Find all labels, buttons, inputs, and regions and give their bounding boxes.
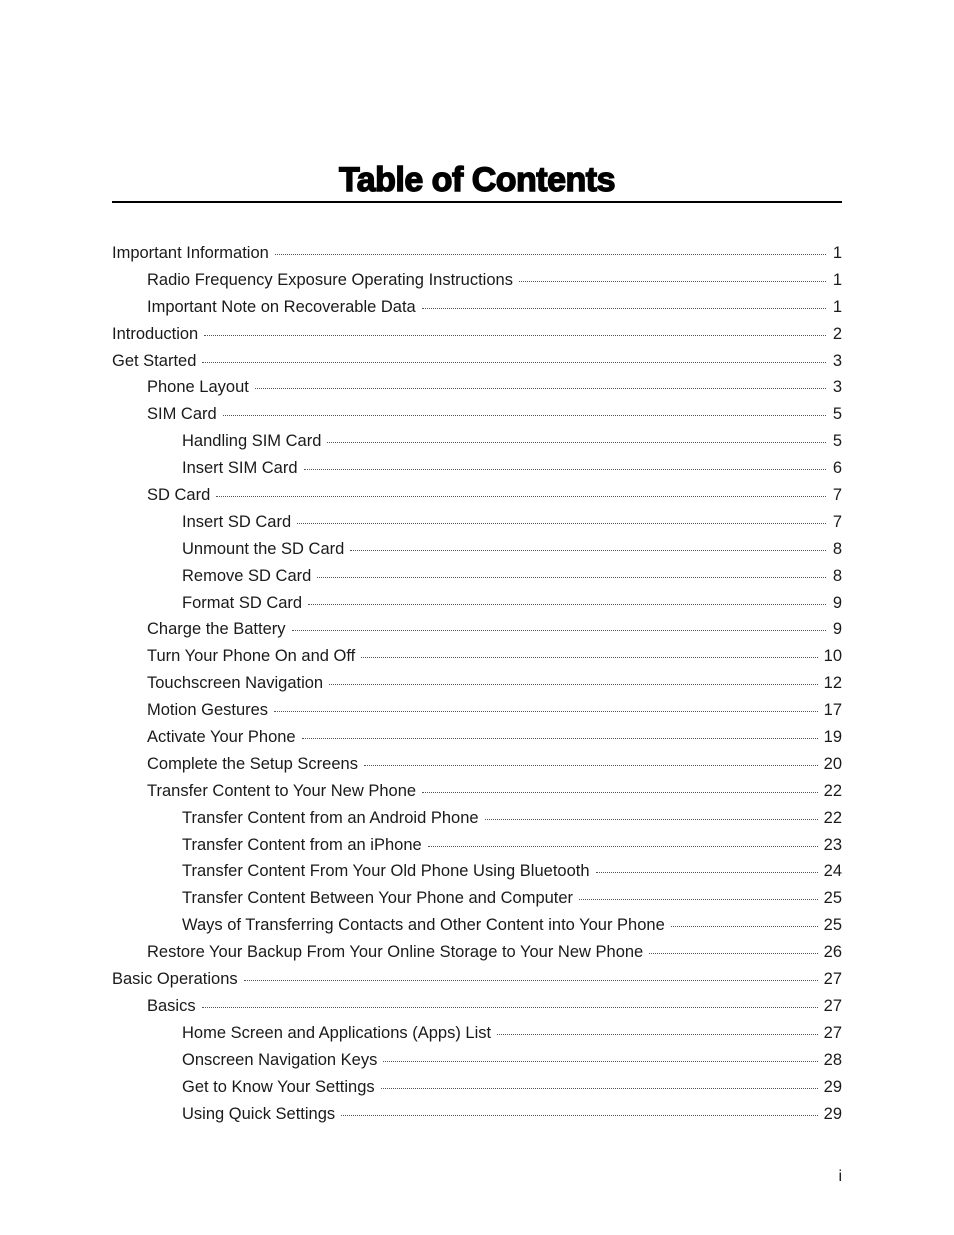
toc-entry-page: 1 [832,297,842,316]
toc-entry-label: Remove SD Card [182,566,312,585]
toc-list [112,240,842,1127]
dot-leader [671,926,818,927]
toc-entry-page: 27 [823,970,842,989]
toc-entry-label: Handling SIM Card [182,432,322,451]
toc-entry-label: Get to Know Your Settings [182,1077,375,1096]
toc-entry-label: Complete the Setup Screens [147,754,358,773]
toc-entry-page: 3 [832,351,842,370]
toc-entry[interactable] [112,670,842,697]
toc-entry[interactable] [112,832,842,859]
dot-leader [497,1034,818,1035]
toc-entry-label: Using Quick Settings [182,1104,336,1123]
dot-leader [422,308,826,309]
dot-leader [596,872,818,873]
dot-leader [297,523,826,524]
toc-entry[interactable] [112,267,842,294]
toc-entry-page: 22 [823,808,842,827]
dot-leader [364,765,818,766]
toc-entry[interactable] [112,697,842,724]
toc-entry-label: Motion Gestures [147,701,269,720]
dot-leader [341,1115,817,1116]
toc-entry-label: Basic Operations [112,970,238,989]
dot-leader [302,738,818,739]
dot-leader [422,792,818,793]
toc-entry-page: 9 [832,593,842,612]
toc-entry-label: Insert SIM Card [182,459,298,478]
toc-entry[interactable] [112,482,842,509]
toc-entry-page: 10 [823,647,842,666]
dot-leader [381,1088,818,1089]
toc-entry-page: 23 [823,835,842,854]
toc-entry-page: 27 [823,996,842,1015]
toc-entry-page: 20 [823,754,842,773]
toc-entry[interactable] [112,885,842,912]
toc-entry-label: Format SD Card [182,593,303,612]
toc-entry[interactable] [112,939,842,966]
toc-entry[interactable] [112,348,842,375]
toc-entry-label: Transfer Content from an iPhone [182,835,422,854]
toc-entry-page: 7 [832,486,842,505]
toc-entry-label: Important Information [112,244,269,262]
toc-entry-page: 2 [832,324,842,343]
page-number: i [838,1168,842,1185]
dot-leader [350,550,826,551]
toc-entry-page: 3 [832,378,842,397]
dot-leader [579,899,818,900]
toc-entry-label: SIM Card [147,405,217,424]
toc-entry[interactable] [112,536,842,563]
toc-entry[interactable] [112,321,842,348]
toc-entry[interactable] [112,374,842,401]
toc-entry-label: Transfer Content From Your Old Phone Using Bluetooth [182,862,590,881]
toc-entry[interactable] [112,1047,842,1074]
toc-entry-page: 5 [832,405,842,424]
toc-entry-page: 24 [823,862,842,881]
toc-entry-page: 9 [832,620,842,639]
dot-leader [361,657,817,658]
toc-entry[interactable] [112,724,842,751]
dot-leader [327,442,826,443]
dot-leader [649,953,817,954]
toc-entry[interactable] [112,590,842,617]
toc-entry[interactable] [112,1101,842,1128]
toc-entry-page: 8 [832,566,842,585]
toc-entry-page: 29 [823,1077,842,1096]
toc-entry-page: 1 [832,244,842,262]
toc-entry-label: Phone Layout [147,378,249,397]
toc-entry-label: Important Note on Recoverable Data [147,297,416,316]
toc-entry[interactable] [112,294,842,321]
dot-leader [383,1061,817,1062]
dot-leader [275,254,826,255]
toc-entry-label: Unmount the SD Card [182,539,345,558]
dot-leader [428,846,818,847]
dot-leader [216,496,826,497]
toc-entry-label: Ways of Transferring Contacts and Other Content into Your Phone [182,916,665,935]
toc-entry-label: Radio Frequency Exposure Operating Instructions [147,270,513,289]
dot-leader [308,604,826,605]
toc-entry-label: Activate Your Phone [147,728,296,747]
toc-entry[interactable] [112,858,842,885]
dot-leader [223,415,826,416]
toc-entry[interactable] [112,1074,842,1101]
page-title: Table of Contents [338,161,616,199]
dot-leader [317,577,826,578]
toc-entry-page: 22 [823,781,842,800]
toc-entry[interactable] [112,1020,842,1047]
toc-entry[interactable] [112,805,842,832]
toc-entry-label: Insert SD Card [182,512,292,531]
dot-leader [255,388,826,389]
toc-entry-label: Turn Your Phone On and Off [147,647,356,666]
dot-leader [304,469,826,470]
toc-entry[interactable] [112,455,842,482]
dot-leader [519,281,826,282]
dot-leader [485,819,818,820]
toc-entry-page: 28 [823,1050,842,1069]
dot-leader [202,1007,818,1008]
toc-entry[interactable] [112,912,842,939]
dot-leader [274,711,818,712]
toc-entry[interactable] [112,509,842,536]
toc-entry-page: 17 [823,701,842,720]
toc-entry-label: Transfer Content from an Android Phone [182,808,479,827]
toc-entry-label: Transfer Content Between Your Phone and Computer [182,889,574,908]
toc-entry-page: 8 [832,539,842,558]
toc-entry-label: Onscreen Navigation Keys [182,1050,378,1069]
toc-entry-label: Touchscreen Navigation [147,674,324,693]
toc-entry[interactable] [112,616,842,643]
toc-entry-page: 29 [823,1104,842,1123]
toc-entry-label: Get Started [112,351,197,370]
toc-entry-page: 1 [832,270,842,289]
toc-entry-label: Introduction [112,324,199,343]
toc-entry-page: 25 [823,916,842,935]
toc-entry-page: 5 [832,432,842,451]
toc-entry[interactable] [112,428,842,455]
toc-entry[interactable] [112,993,842,1020]
dot-leader [329,684,818,685]
toc-entry-label: Basics [147,996,196,1015]
toc-entry-label: Charge the Battery [147,620,286,639]
toc-entry[interactable] [112,778,842,805]
toc-entry[interactable] [112,401,842,428]
toc-entry[interactable] [112,240,842,267]
dot-leader [202,362,826,363]
toc-entry[interactable] [112,751,842,778]
title-divider [112,201,842,203]
toc-entry-label: SD Card [147,486,211,505]
toc-entry-page: 6 [832,459,842,478]
dot-leader [204,335,826,336]
toc-entry-page: 27 [823,1023,842,1042]
toc-entry-label: Home Screen and Applications (Apps) List [182,1023,492,1042]
dot-leader [292,630,827,631]
toc-entry-page: 26 [823,943,842,962]
toc-entry-page: 25 [823,889,842,908]
toc-entry-page: 7 [832,512,842,531]
toc-entry-label: Transfer Content to Your New Phone [147,781,417,800]
toc-entry-label: Restore Your Backup From Your Online Storage to Your New Phone [147,943,644,962]
toc-entry-page: 12 [823,674,842,693]
toc-entry[interactable] [112,563,842,590]
toc-entry[interactable] [112,643,842,670]
dot-leader [244,980,818,981]
toc-entry-page: 19 [823,728,842,747]
toc-entry[interactable] [112,966,842,993]
